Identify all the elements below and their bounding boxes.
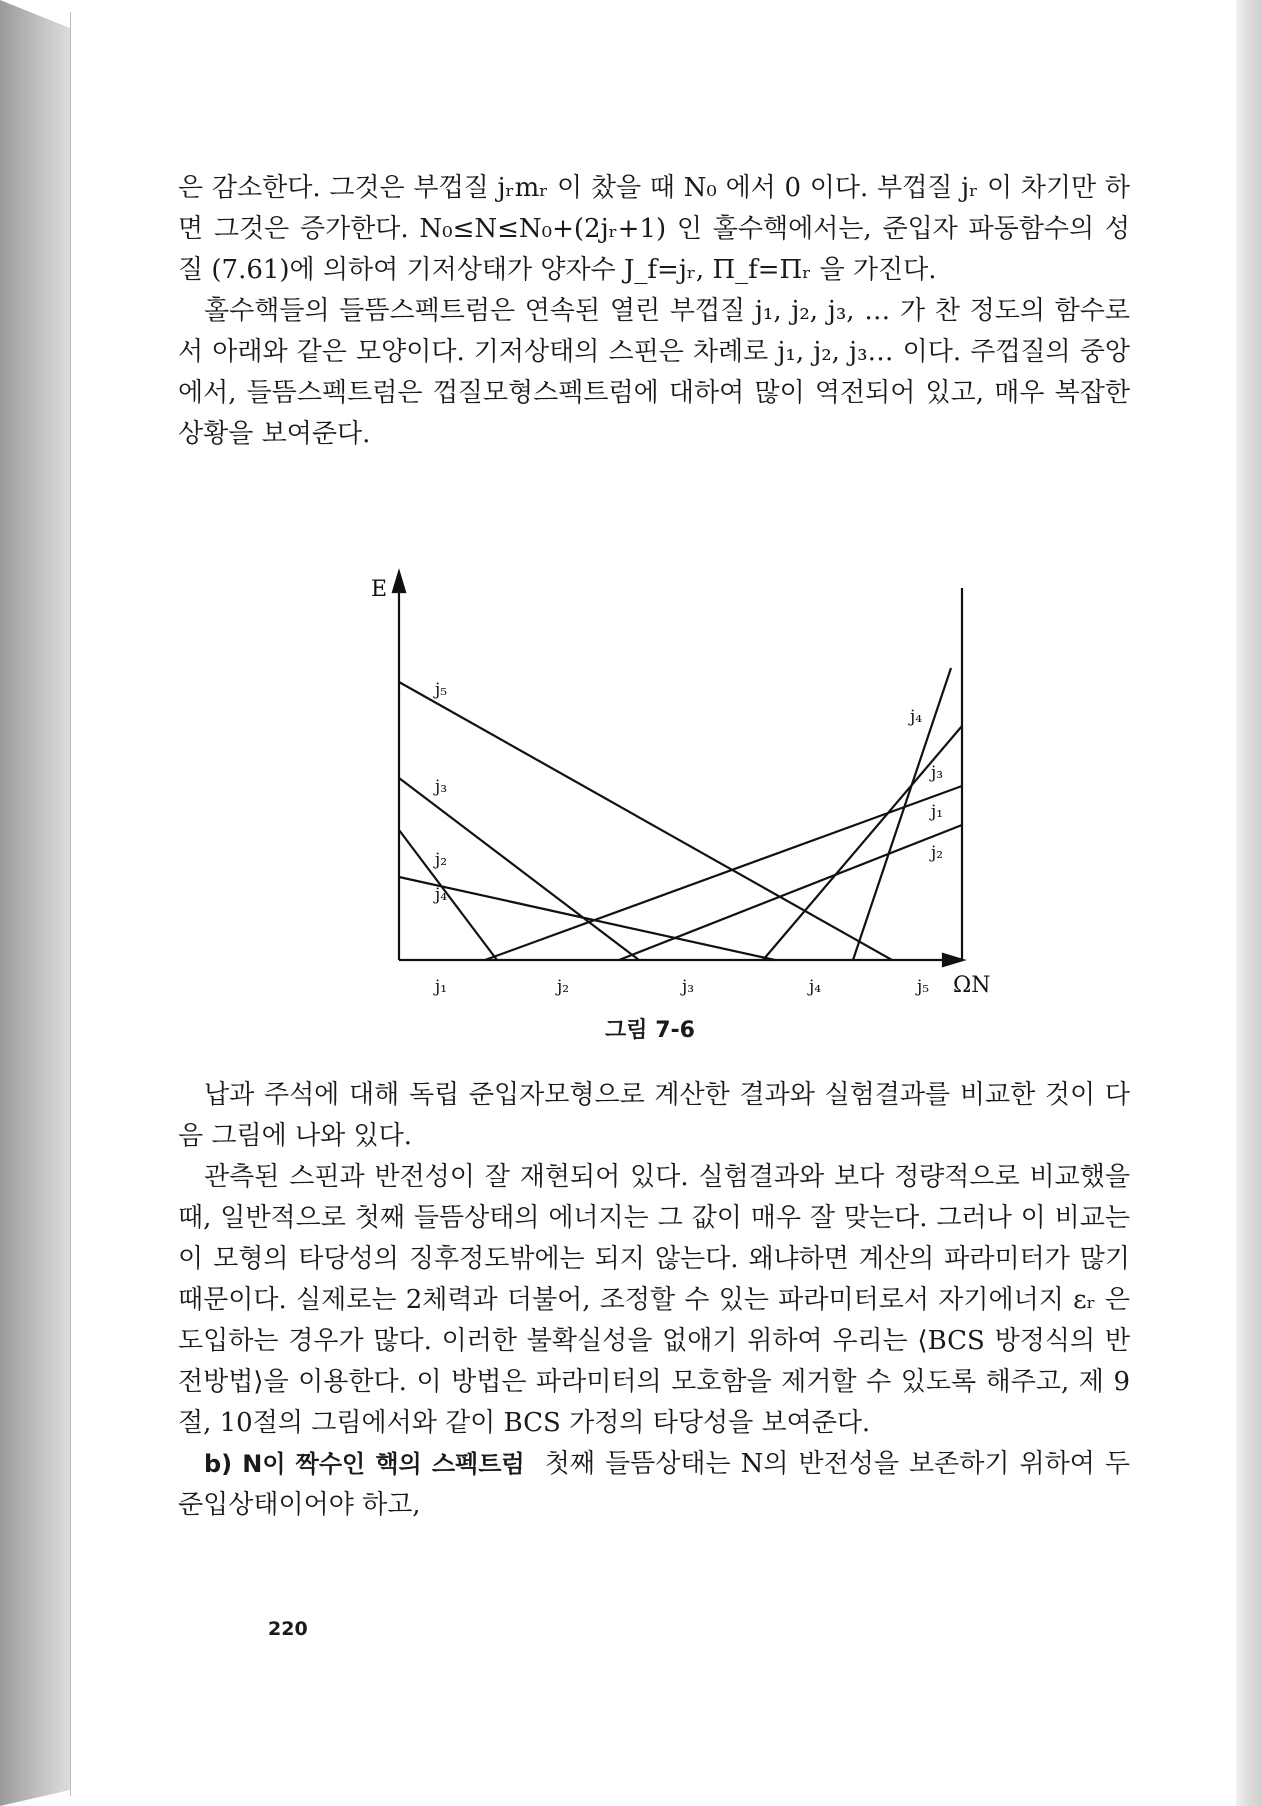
line-j1-ascending (485, 786, 962, 960)
figure-caption: 그림 7-6 (605, 1018, 695, 1043)
upper-text-block (178, 168, 1130, 455)
line-label-left-j3: j₃ (435, 777, 448, 797)
x-tick-label-j5: j₅ (917, 977, 930, 997)
paragraph-5 (178, 1444, 1130, 1526)
line-j5-descending (399, 682, 892, 960)
line-label-left-j4: j₄ (435, 885, 448, 905)
line-label-left-j5: j₅ (435, 680, 448, 700)
paragraph-3: 납과 주석에 대해 독립 준입자모형으로 계산한 결과와 실험결과를 비교한 것이 다음 그림에 나와 있다. (178, 1080, 1130, 1151)
line-label-right-j3: j₃ (931, 763, 944, 783)
paragraph-2: 홀수핵들의 들뜸스펙트럼은 연속된 열린 부껍질 j₁, j₂, j₃, … 가 찬 정도의 함수로서 아래와 같은 모양이다. 기저상태의 스핀은 차례로 j₁, j₂, j₃… 이다. 주껍질의 중앙에서, 들뜸스펙트럼은 껍질모형스펙트럼에 대하여 많이 역전되어 있고, 매우 복잡한 상황을 보여준다. (178, 296, 1130, 449)
energy-spectrum-diagram (355, 560, 995, 1000)
line-label-right-j1: j₁ (931, 802, 944, 822)
section-b-text: 첫째 들뜸상태는 N의 반전성을 보존하기 위하여 두 준입상태이어야 하고, (178, 1449, 1131, 1520)
x-axis-label: ΩN (953, 973, 991, 998)
book-left-edge (0, 0, 70, 1806)
y-axis-label: E (371, 577, 388, 602)
x-axis-arrow (943, 954, 963, 966)
section-b-heading: b) N이 짝수인 핵의 스펙트럼 (204, 1450, 525, 1478)
line-label-left-j2: j₂ (435, 850, 448, 870)
paragraph-4: 관측된 스핀과 반전성이 잘 재현되어 있다. 실험결과와 보다 정량적으로 비교했을 때, 일반적으로 첫째 들뜸상태의 에너지는 그 값이 매우 잘 맞는다. 그러나 이 비교는 이 모형의 타당성의 징후정도밖에는 되지 않는다. 왜냐하면 계산의 파라미터가 많기 때문이다. 실제로는 2체력과 더불어, 조정할 수 있는 파라미터로서 자기에너지 εᵣ 은 도입하는 경우가 많다. 이러한 불확실성을 없애기 위하여 우리는 ⟨BCS 방정식의 반전방법⟩을 이용한다. 이 방법은 파라미터의 모호함을 제거할 수 있도록 해주고, 제 9 절, 10절의 그림에서와 같이 BCS 가정의 타당성을 보여준다. (178, 1162, 1130, 1438)
book-right-edge (1236, 0, 1262, 1806)
y-axis-arrow (393, 572, 405, 592)
page-number: 220 (268, 1618, 308, 1640)
x-tick-label-j1: j₁ (435, 977, 448, 997)
x-tick-label-j4: j₄ (809, 977, 822, 997)
x-tick-label-j2: j₂ (557, 977, 570, 997)
x-tick-label-j3: j₃ (682, 977, 695, 997)
line-label-right-j2: j₂ (931, 843, 944, 863)
lower-text-block (178, 1075, 1130, 1526)
line-j4-descending (399, 877, 775, 960)
paragraph-1: 은 감소한다. 그것은 부껍질 jᵣmᵣ 이 찼을 때 N₀ 에서 0 이다. 부껍질 jᵣ 이 차기만 하면 그것은 증가한다. N₀≤N≤N₀+(2jᵣ+1) 인 홀수핵에서는, 준입자 파동함수의 성질 (7.61)에 의하여 기저상태가 양자수 J_f=jᵣ, Π_f=Πᵣ 을 가진다. (178, 173, 1130, 285)
line-label-right-j4: j₄ (910, 707, 923, 727)
